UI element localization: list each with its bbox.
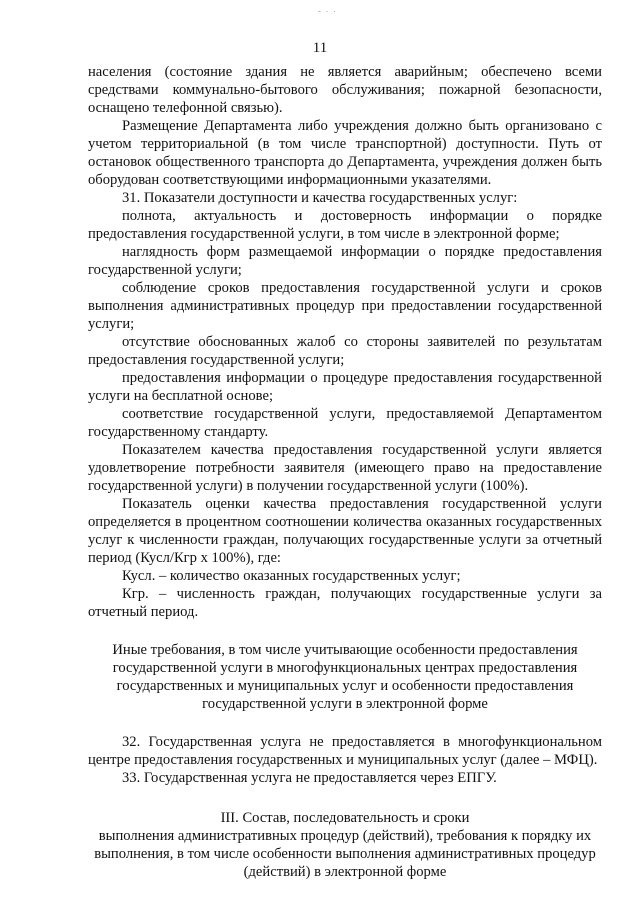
top-scan-mark: - · ·	[318, 6, 337, 16]
paragraph-quality-assessment: Показатель оценки качества предоставления государственной услуги определяется в процентном соотношении количества оказанных государственных услуг к численности граждан, получающих государственные услуги за отчетный период (Кусл/Кгр х 100%), где:	[88, 496, 602, 566]
paragraph-accessibility: Размещение Департамента либо учреждения должно быть организовано с учетом территориальной (в том числе транспортной) доступности. Путь от остановок общественного транспорта до Департамента, учреждения должен быть оборудован соответствующими информационными указателями.	[88, 118, 602, 188]
definition-kusl: Кусл. – количество оказанных государственных услуг;	[122, 568, 461, 584]
paragraph-premises-condition: населения (состояние здания не является аварийным; обеспечено всеми средствами коммунально-бытового обслуживания; пожарной безопасности, оснащено телефонной связью).	[88, 64, 602, 116]
indicator-completeness: полнота, актуальность и достоверность информации о порядке предоставления государственной услуги, в том числе в электронной форме;	[88, 208, 602, 242]
page-number: 11	[312, 40, 328, 56]
indicator-free-info: предоставления информации о процедуре предоставления государственной услуги на бесплатной основе;	[88, 370, 602, 404]
paragraph-33: 33. Государственная услуга не предоставляется через ЕПГУ.	[122, 770, 497, 786]
indicator-deadlines: соблюдение сроков предоставления государственной услуги и сроков выполнения административных процедур при предоставлении государственной услуги;	[88, 280, 602, 332]
indicator-no-complaints: отсутствие обоснованных жалоб со стороны заявителей по результатам предоставления государственной услуги;	[88, 334, 602, 368]
section-3-title: III. Состав, последовательность и сроки	[220, 810, 470, 826]
document-body	[88, 63, 602, 881]
paragraph-31-heading: 31. Показатели доступности и качества государственных услуг:	[122, 190, 518, 206]
paragraph-32: 32. Государственная услуга не предоставляется в многофункциональном центре предоставления государственных и муниципальных услуг (далее – МФЦ).	[88, 734, 602, 768]
indicator-standard: соответствие государственной услуги, предоставляемой Департаментом государственному стандарту.	[88, 406, 602, 440]
indicator-visibility: наглядность форм размещаемой информации о порядке предоставления государственной услуги;	[88, 244, 602, 278]
paragraph-quality-indicator: Показателем качества предоставления государственной услуги является удовлетворение потребности заявителя (имеющего право на предоставление государственной услуги) в получении государственной услуги (100%).	[88, 442, 602, 494]
section-3-subtitle: выполнения административных процедур (действий), требования к порядку их выполнения, в том числе особенности выполнения административных процедур (действий) в электронной форме	[94, 828, 596, 880]
definition-kgr: Кгр. – численность граждан, получающих государственные услуги за отчетный период.	[88, 586, 602, 620]
heading-mfc-requirements: Иные требования, в том числе учитывающие особенности предоставления государственной услуги в многофункциональных центрах предоставления государственных и муниципальных услуг и особенности предоставления государственной услуги в электронной форме	[112, 642, 578, 712]
